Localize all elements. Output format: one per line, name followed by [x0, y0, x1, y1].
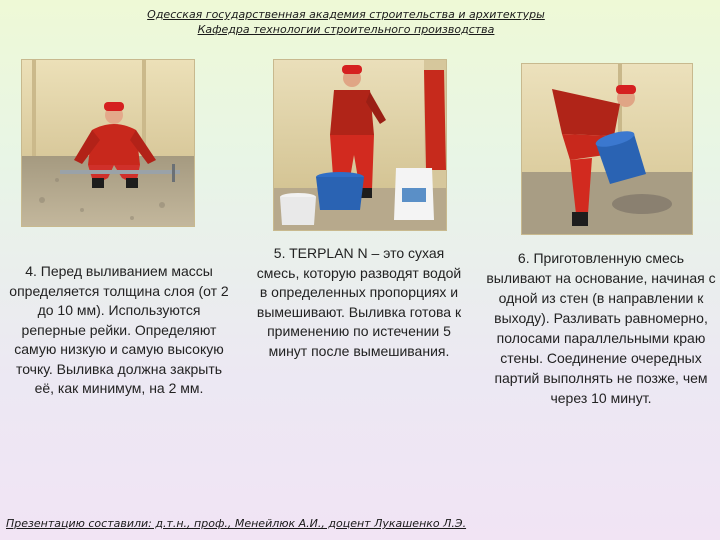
step-5-caption: 5. TERPLAN N – это сухая смесь, которую разводят водой в определенных пропорциях и вымешивают. Выливка готова к применению по истечении 5 минут после вымешивания.	[256, 245, 462, 359]
worker-leveling-rail-photo	[22, 60, 194, 226]
step-6-caption: 6. Приготовленную смесь выливают на основание, начиная с одной из стен (в направлении к выходу). Разливать равномерно, полосами параллельными краю стены. Соединение очередных партий выполнять не позже, чем через 10 минут.	[486, 250, 716, 406]
worker-pouring-photo	[522, 64, 692, 234]
header-institution: Одесская государственная академия строительства и архитектуры	[147, 8, 545, 21]
header-department: Кафедра технологии строительного производства	[197, 23, 495, 36]
authors-footer: Презентацию составили: д.т.н., проф., Менейлюк А.И., доцент Лукашенко Л.Э.	[6, 517, 467, 530]
worker-mixing-photo	[274, 60, 446, 230]
step-4-caption: 4. Перед выливанием массы определяется толщина слоя (от 2 до 10 мм). Используются реперные рейки. Определяют самую низкую и самую высокую точку. Выливка должна закрыть её, как минимум, на 2 мм.	[9, 263, 229, 396]
